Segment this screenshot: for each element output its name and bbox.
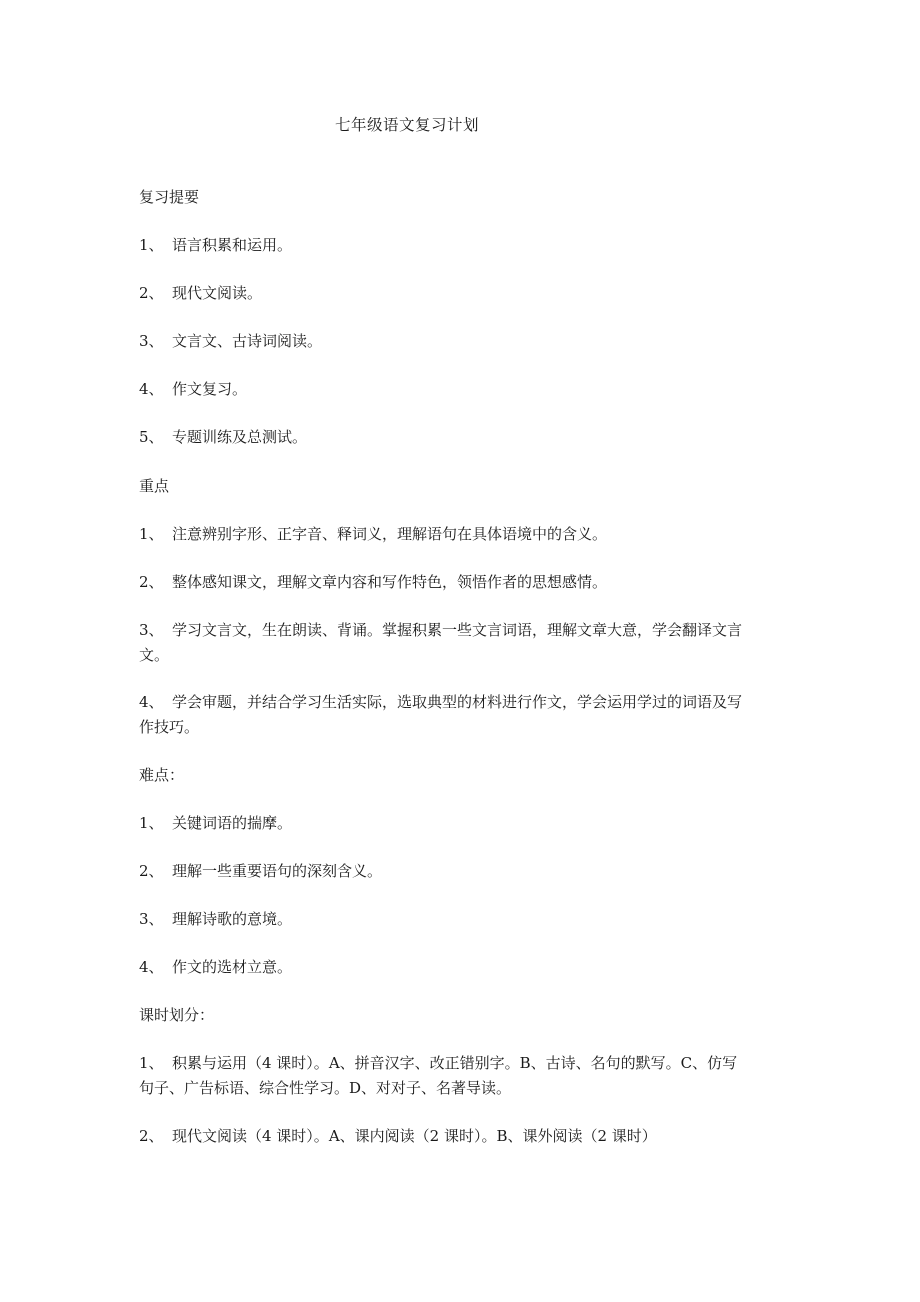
list-item: [139, 690, 799, 740]
item-text: 理解诗歌的意境。: [172, 910, 293, 928]
item-number: 2、: [139, 862, 164, 880]
section-heading: 难点：: [139, 766, 185, 784]
item-text: 现代文阅读。: [172, 284, 263, 302]
item-number: 4、: [139, 693, 164, 711]
item-text: 关键词语的揣摩。: [172, 814, 293, 832]
item-text: 作文复习。: [172, 380, 248, 398]
item-number: 5、: [139, 428, 164, 446]
item-text-line2: 文。: [139, 646, 170, 664]
item-number: 1、: [139, 814, 164, 832]
list-item: [139, 570, 799, 595]
item-number: 1、: [139, 236, 164, 254]
document-title: 七年级语文复习计划: [335, 116, 480, 134]
list-item: [139, 281, 799, 306]
item-text: 文言文、古诗词阅读。: [172, 332, 323, 350]
item-text: 作文的选材立意。: [172, 958, 293, 976]
list-item: [139, 425, 799, 450]
item-text-line1: 学会审题，并结合学习生活实际，选取典型的材料进行作文，学会运用学过的词语及写: [172, 693, 743, 711]
item-text-line1: 积累与运用（4 课时）。A、拼音汉字、改正错别字。B、古诗、名句的默写。C、仿写: [172, 1054, 738, 1072]
item-text: 理解一些重要语句的深刻含义。: [172, 862, 383, 880]
section-heading: 重点: [139, 477, 170, 495]
item-number: 1、: [139, 525, 164, 543]
item-number: 2、: [139, 284, 164, 302]
list-item: [139, 907, 799, 932]
list-item: [139, 233, 799, 258]
section-heading: 课时划分：: [139, 1006, 215, 1024]
list-item: [139, 859, 799, 884]
item-text: 现代文阅读（4 课时）。A、课内阅读（2 课时）。B、课外阅读（2 课时）: [172, 1127, 657, 1145]
item-text-line2: 句子、广告标语、综合性学习。D、对对子、名著导读。: [139, 1079, 512, 1097]
item-number: 4、: [139, 380, 164, 398]
item-text: 整体感知课文，理解文章内容和写作特色，领悟作者的思想感情。: [172, 573, 608, 591]
item-number: 4、: [139, 958, 164, 976]
item-text: 语言积累和运用。: [172, 236, 293, 254]
item-number: 2、: [139, 573, 164, 591]
list-item: [139, 955, 799, 980]
item-number: 1、: [139, 1054, 164, 1072]
list-item: [139, 618, 799, 668]
list-item: [139, 1051, 799, 1101]
item-number: 3、: [139, 910, 164, 928]
item-text-line2: 作技巧。: [139, 718, 200, 736]
item-text: 专题训练及总测试。: [172, 428, 308, 446]
item-number: 2、: [139, 1127, 164, 1145]
item-number: 3、: [139, 332, 164, 350]
item-text: 注意辨别字形、正字音、释词义，理解语句在具体语境中的含义。: [172, 525, 608, 543]
list-item: [139, 1124, 799, 1149]
list-item: [139, 522, 799, 547]
list-item: [139, 377, 799, 402]
list-item: [139, 811, 799, 836]
section-heading: 复习提要: [139, 188, 200, 206]
list-item: [139, 329, 799, 354]
item-number: 3、: [139, 621, 164, 639]
item-text-line1: 学习文言文，生在朗读、背诵。掌握积累一些文言词语，理解文章大意，学会翻译文言: [172, 621, 743, 639]
